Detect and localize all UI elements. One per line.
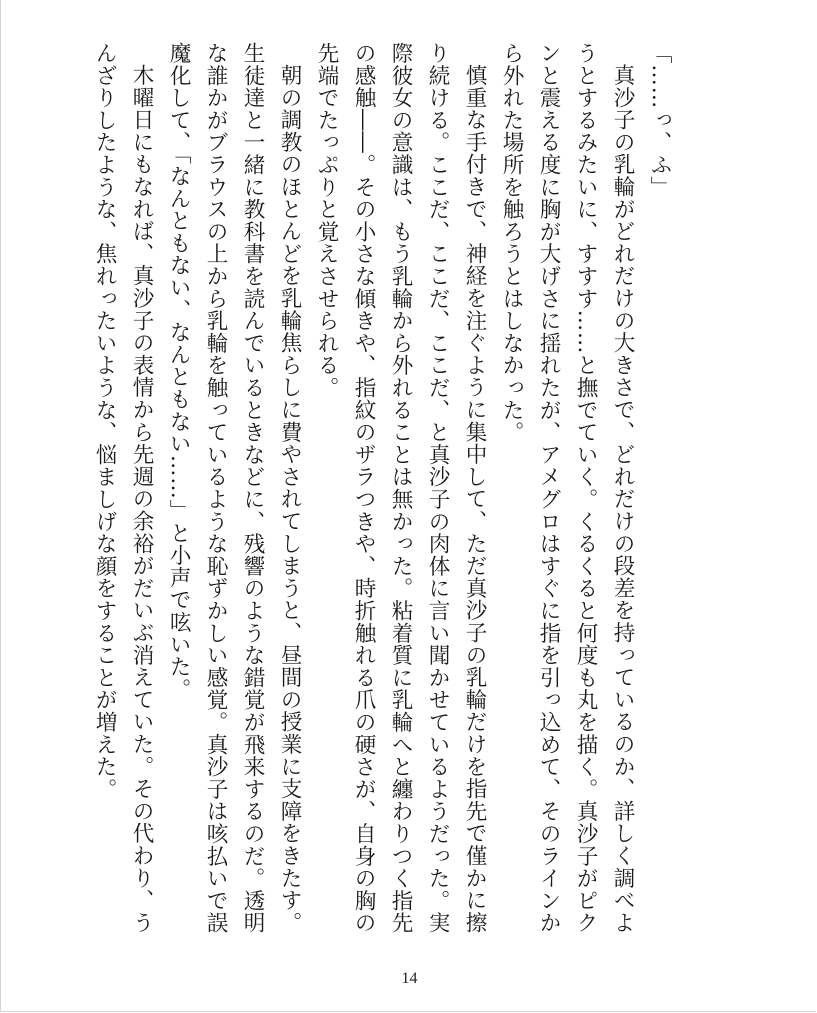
paragraph: 真沙子の乳輪がどれだけの大きさで、どれだけの段差を持っているのか、詳しく調べようとするみたいに、すすす……と撫でていく。くるくると何度も丸を描く。真沙子がピクンと震える度に胸が大げさに揺れたが、アメグロはすぐに指を引っ込めて、そのラインから外れた場所を触ろうとはしなかった。 [499, 42, 635, 934]
body-text [78, 42, 678, 952]
paragraph: 朝の調教のほとんどを乳輪焦らしに費やされてしまうと、昼間の授業に支障をきたす。生徒達と一緒に教科書を読んでいるときなどに、残響のような錯覚が飛来するのだ。透明な誰かがブラウスの上から乳輪を触っているような恥ずかしい感覚。真沙子は咳払いで誤魔化して、「なんともない、なんともない……」と小声で呟いた。 [166, 42, 302, 934]
page-number: 14 [401, 970, 418, 987]
paragraph-dialogue: 「……っ、ふ」 [647, 42, 672, 199]
paragraph: 木曜日にもなれば、真沙子の表情から先週の余裕がだいぶ消えていた。その代わり、うんざりしたような、焦れったいような、悩ましげな顔をすることが増えた。 [92, 42, 154, 934]
paragraph: 慎重な手付きで、神経を注ぐように集中して、ただ真沙子の乳輪だけを指先で僅かに擦り続ける。ここだ、ここだ、ここだ、と真沙子の肉体に言い聞かせているようだった。実際彼女の意識は、もう乳輪から外れることは無かった。粘着質に乳輪へと纏わりつく指先の感触――。その小さな傾きや、指紋のザラつきや、時折触れる爪の硬さが、自身の胸の先端でたっぷりと覚えさせられる。 [314, 42, 487, 934]
